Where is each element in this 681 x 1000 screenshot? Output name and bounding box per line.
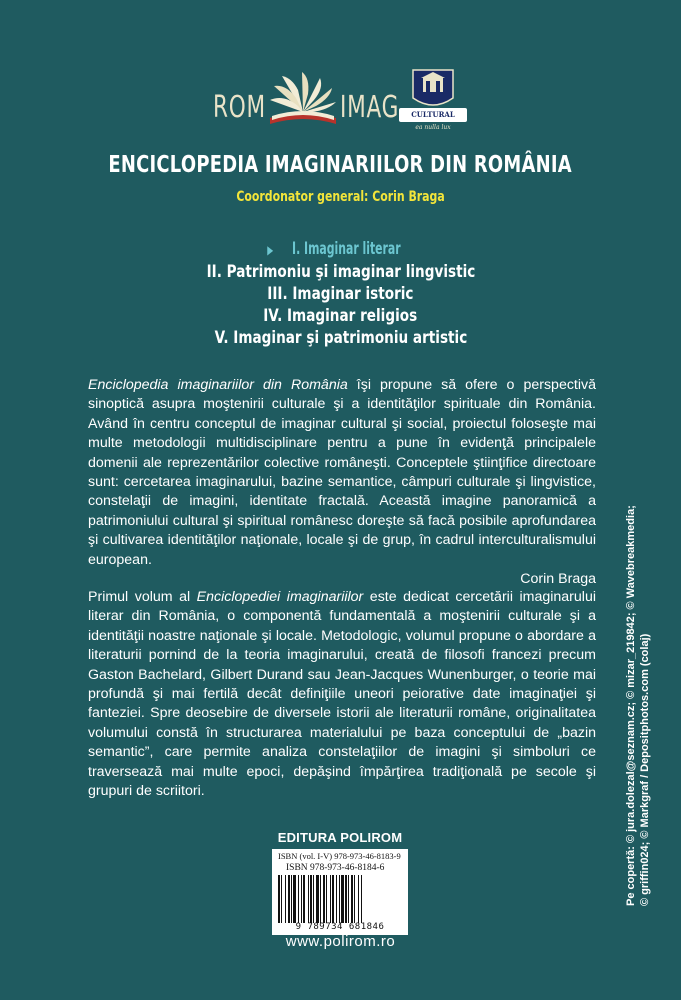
- volume-description-paragraph: [88, 588, 596, 801]
- publisher-name: EDITURA POLIROM: [277, 830, 403, 845]
- publisher-website: www.polirom.ro: [285, 933, 396, 950]
- volume-item-4: IV. Imaginar religios: [263, 306, 418, 326]
- page-title: ENCICLOPEDIA IMAGINARIILOR DIN ROMÂNIA: [108, 152, 573, 178]
- description-italic: Enciclopediei imaginariilor: [196, 589, 364, 605]
- volume-item-1: ▶ I. Imaginar literar: [267, 239, 401, 259]
- coordinator-line: Coordonator general: Corin Braga: [236, 189, 445, 205]
- publisher-block: [272, 830, 408, 935]
- credits-line-2: © griffin024; © Markgraf / Depositphotos.com (colaj): [639, 633, 651, 906]
- description-text: este dedicat cercetării imaginarului literar din România, o componentă fundamentală a moştenirii culturale şi a identităţii noastre naţionale şi locale. Metodologic, volumul propune o abordare a literaturii pornind de la teoria imaginarului, creată de filosofi francezi precum Gaston Bachelard, Gilbert Durand sau Jean-Jacques Wunenburger, o teorie mai profundă şi mai fertilă decât definiţiile uneori peiorative date imaginaţiei şi fanteziei. Spre deosebire de diversele istorii ale literaturii române, originalitatea volumului constă în structurarea materialului pe baza conceptului de „bazin semantic”, care permite analiza constelaţiilor de imagini şi simboluri ce traversează mai multe epoci, depăşind împărţirea tradiţională pe secole şi grupuri de scriitori.: [88, 589, 596, 800]
- isbn-volume: ISBN 978-973-46-8184-6: [286, 863, 385, 873]
- intro-paragraph: [88, 376, 596, 589]
- volume-item-3: III. Imaginar istoric: [267, 284, 414, 304]
- barcode-panel: [272, 849, 408, 935]
- logo-rom-text: ROM: [213, 90, 266, 125]
- cultural-seal-icon: [399, 68, 467, 134]
- seal-shield-icon: [399, 68, 467, 112]
- description-lead: Primul volum al: [88, 589, 197, 605]
- signature: Corin Braga: [520, 571, 596, 588]
- intro-italic-title: Enciclopedia imaginariilor din România: [88, 377, 348, 393]
- barcode-icon: [278, 875, 402, 923]
- isbn-set: ISBN (vol. I-V) 978-973-46-8183-9: [278, 851, 401, 861]
- intro-text: îşi propune să ofere o perspectivă sinoptică asupra moştenirii culturale şi a identităţilor spirituale din România. Având în centru conceptul de imaginar cultural şi social, proiectul foloseşte mai multe metodologii multidisciplinare pentru a pune în evidenţă principalele domenii ale reprezentărilor colective româneşti. Conceptele ştiinţifice directoare sunt: cercetarea imaginarului, bazine semantice, câmpuri culturale şi lingvistice, constelaţii de imagini, identitate fractală. Această imagine panoramică a patrimoniului cultural şi spiritual românesc doreşte să facă posibile aprofundarea şi cultivarea identităţilor naţionale, locale şi de grup, în cadrul interculturalismului european.: [88, 377, 597, 568]
- seal-motto-text: ea nulla lux: [415, 124, 451, 131]
- logo-imag-text: IMAG: [340, 90, 400, 125]
- volume-item-5: V. Imaginar şi patrimoniu artistic: [214, 328, 467, 348]
- volume-item-2: II. Patrimoniu şi imaginar lingvistic: [206, 262, 475, 282]
- credits-line-1: Pe copertă: © jura.dolezal@seznam.cz; © mizar_219842; © Wavebreakmedia;: [625, 505, 637, 906]
- volume-list: [0, 238, 681, 349]
- triangle-right-icon: ▶: [267, 243, 274, 257]
- seal-ribbon-text: CULTURAL: [399, 108, 467, 122]
- barcode-digits: 9 789734 681846: [295, 922, 385, 932]
- open-book-logo-icon: [262, 68, 344, 132]
- cover-credits: [624, 6, 652, 906]
- logo-row: [0, 62, 681, 142]
